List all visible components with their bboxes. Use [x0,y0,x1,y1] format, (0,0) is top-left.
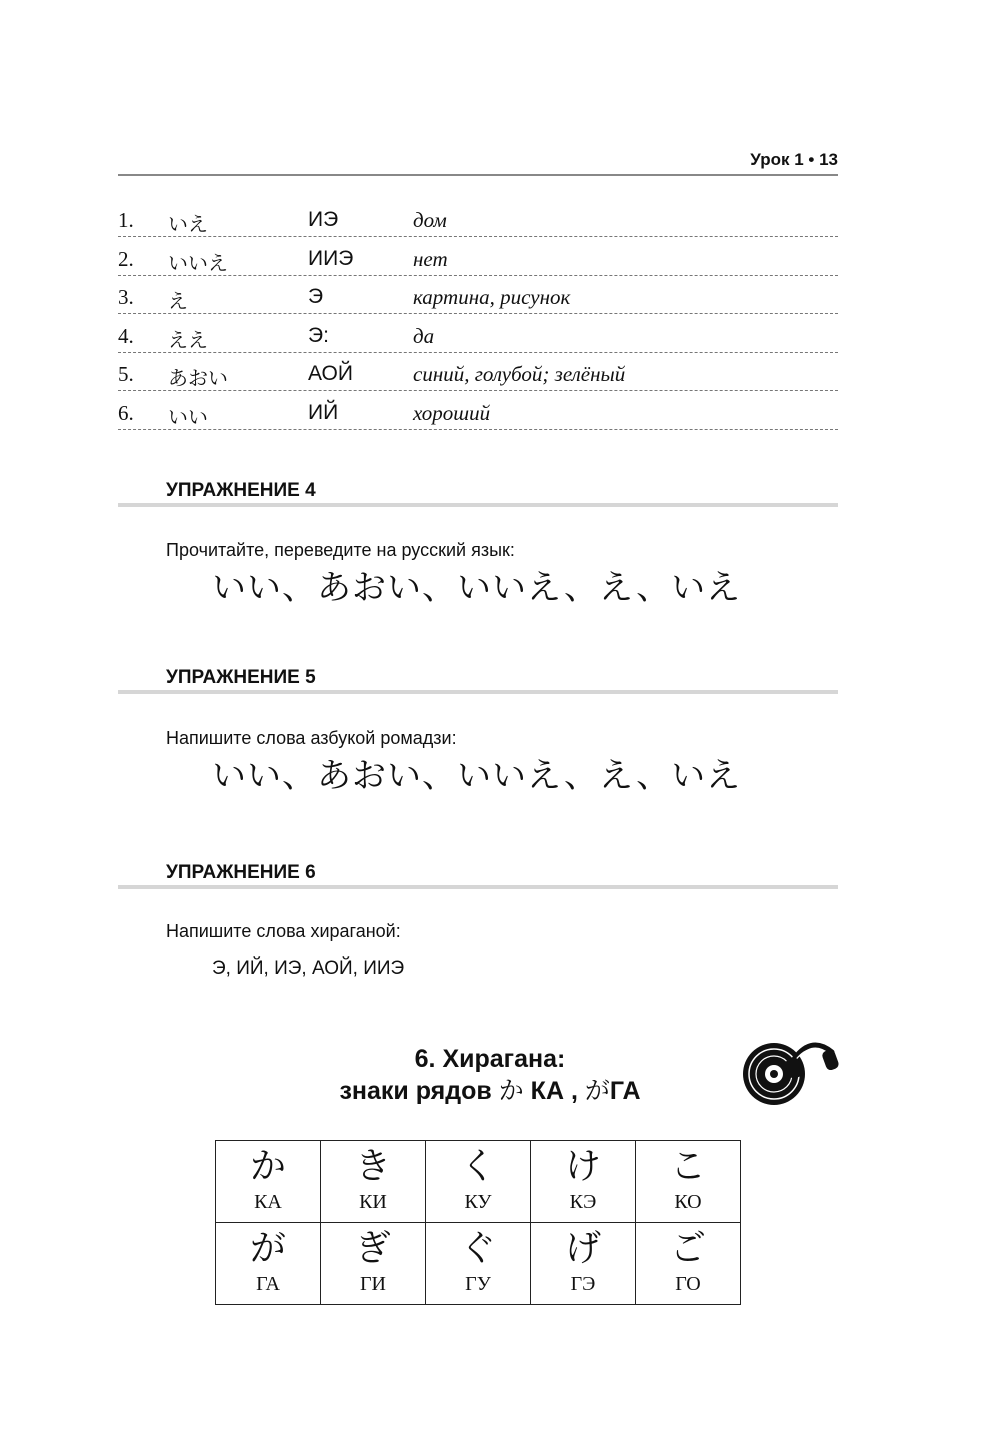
exercise-6-instruction: Напишите слова хираганой: [166,921,401,941]
kana-glyph: か [249,1146,286,1187]
exercise-6-rule [118,885,838,889]
vocab-translation: синий, голубой; зелёный [413,362,626,386]
kana-reading: ГО [675,1273,701,1295]
kana-reading: КИ [359,1191,387,1213]
kana-glyph: こ [669,1146,706,1187]
vocab-reading: ИЙ [308,400,339,424]
table-row [216,1223,741,1305]
vocab-translation: нет [413,246,448,271]
kana-cell [216,1141,321,1223]
kana-cell [426,1223,531,1305]
section-title-line1: 6. Хирагана: [414,1045,566,1073]
vocabulary-list [118,200,838,431]
kana-reading: ГЭ [570,1273,596,1295]
vocab-reading: ИИЭ [308,246,354,270]
kana-reading: ГА [256,1273,280,1295]
exercise-5-kana: いい、あおい、いいえ、え、いえ [212,756,742,796]
exercise-6-title: УПРАЖНЕНИЕ 6 [166,862,316,883]
kana-cell [216,1223,321,1305]
vocab-row [118,393,838,430]
exercise-5-rule [118,690,838,694]
kana-cell [321,1223,426,1305]
vocab-reading: Э [308,285,324,308]
exercise-4-instruction: Прочитайте, переведите на русский язык: [166,540,515,560]
vocab-kana: あおい [168,366,228,390]
section-title-text: ГА [609,1077,641,1105]
vocab-number: 4. [118,323,134,348]
kana-cell [321,1141,426,1223]
kana-cell [531,1141,636,1223]
vocab-row [118,354,838,391]
kana-glyph: く [459,1146,496,1187]
exercise-4-rule [118,503,838,507]
exercise-5-instruction: Напишите слова азбукой ромадзи: [166,728,457,748]
kana-glyph: き [354,1146,391,1187]
vocab-kana: いい [168,404,208,429]
vocab-translation: дом [413,208,447,232]
vocab-row [118,200,838,237]
running-header: Урок 1 • 13 [750,150,838,169]
kana-reading: КУ [464,1191,492,1213]
vocab-translation: да [413,323,435,348]
exercise-6-words: Э, ИЙ, ИЭ, АОЙ, ИИЭ [212,958,405,979]
kana-glyph: が [249,1228,286,1269]
vocab-number: 3. [118,285,134,309]
kana-glyph: ぐ [459,1228,496,1269]
table-row [216,1141,741,1223]
section-title [210,1043,770,1107]
kana-cell [531,1223,636,1305]
kana-cell [636,1141,741,1223]
vocab-number: 6. [118,400,134,425]
section-title-kana-ga: が [584,1076,610,1105]
kana-glyph: ご [669,1228,706,1269]
kana-reading: КА [254,1191,282,1213]
kana-glyph: け [564,1146,601,1187]
kana-reading: КЭ [569,1191,597,1213]
exercise-5-title: УПРАЖНЕНИЕ 5 [166,667,316,688]
kana-reading: КО [674,1191,702,1213]
cd-headphones-icon [740,1028,840,1108]
section-title-line2 [210,1075,770,1107]
vocab-kana: え [168,289,188,313]
vocab-reading: Э: [308,323,329,347]
kana-glyph: げ [564,1228,601,1269]
section-title-text: КА , [523,1077,585,1105]
vocab-kana: いいえ [168,250,228,275]
vocab-reading: АОЙ [308,362,353,385]
exercise-4-kana: いい、あおい、いいえ、え、いえ [212,568,742,608]
exercise-4-title: УПРАЖНЕНИЕ 4 [166,480,316,501]
vocab-translation: хороший [413,400,491,425]
vocab-row [118,316,838,353]
vocab-number: 1. [118,208,134,232]
vocab-translation: картина, рисунок [413,285,571,309]
section-title-kana-ka: か [498,1076,524,1105]
vocab-row [118,239,838,276]
kana-cell [636,1223,741,1305]
kana-reading: ГИ [359,1273,386,1295]
vocab-number: 5. [118,362,134,386]
vocab-row [118,277,838,314]
vocab-kana: ええ [168,327,208,352]
vocab-number: 2. [118,246,134,271]
hiragana-table [215,1140,741,1305]
vocab-reading: ИЭ [308,208,339,231]
section-title-text: знаки рядов [339,1077,499,1105]
kana-cell [426,1141,531,1223]
vocab-kana: いえ [168,212,208,236]
kana-reading: ГУ [465,1273,491,1295]
kana-glyph: ぎ [354,1228,391,1269]
page-header [118,146,838,176]
